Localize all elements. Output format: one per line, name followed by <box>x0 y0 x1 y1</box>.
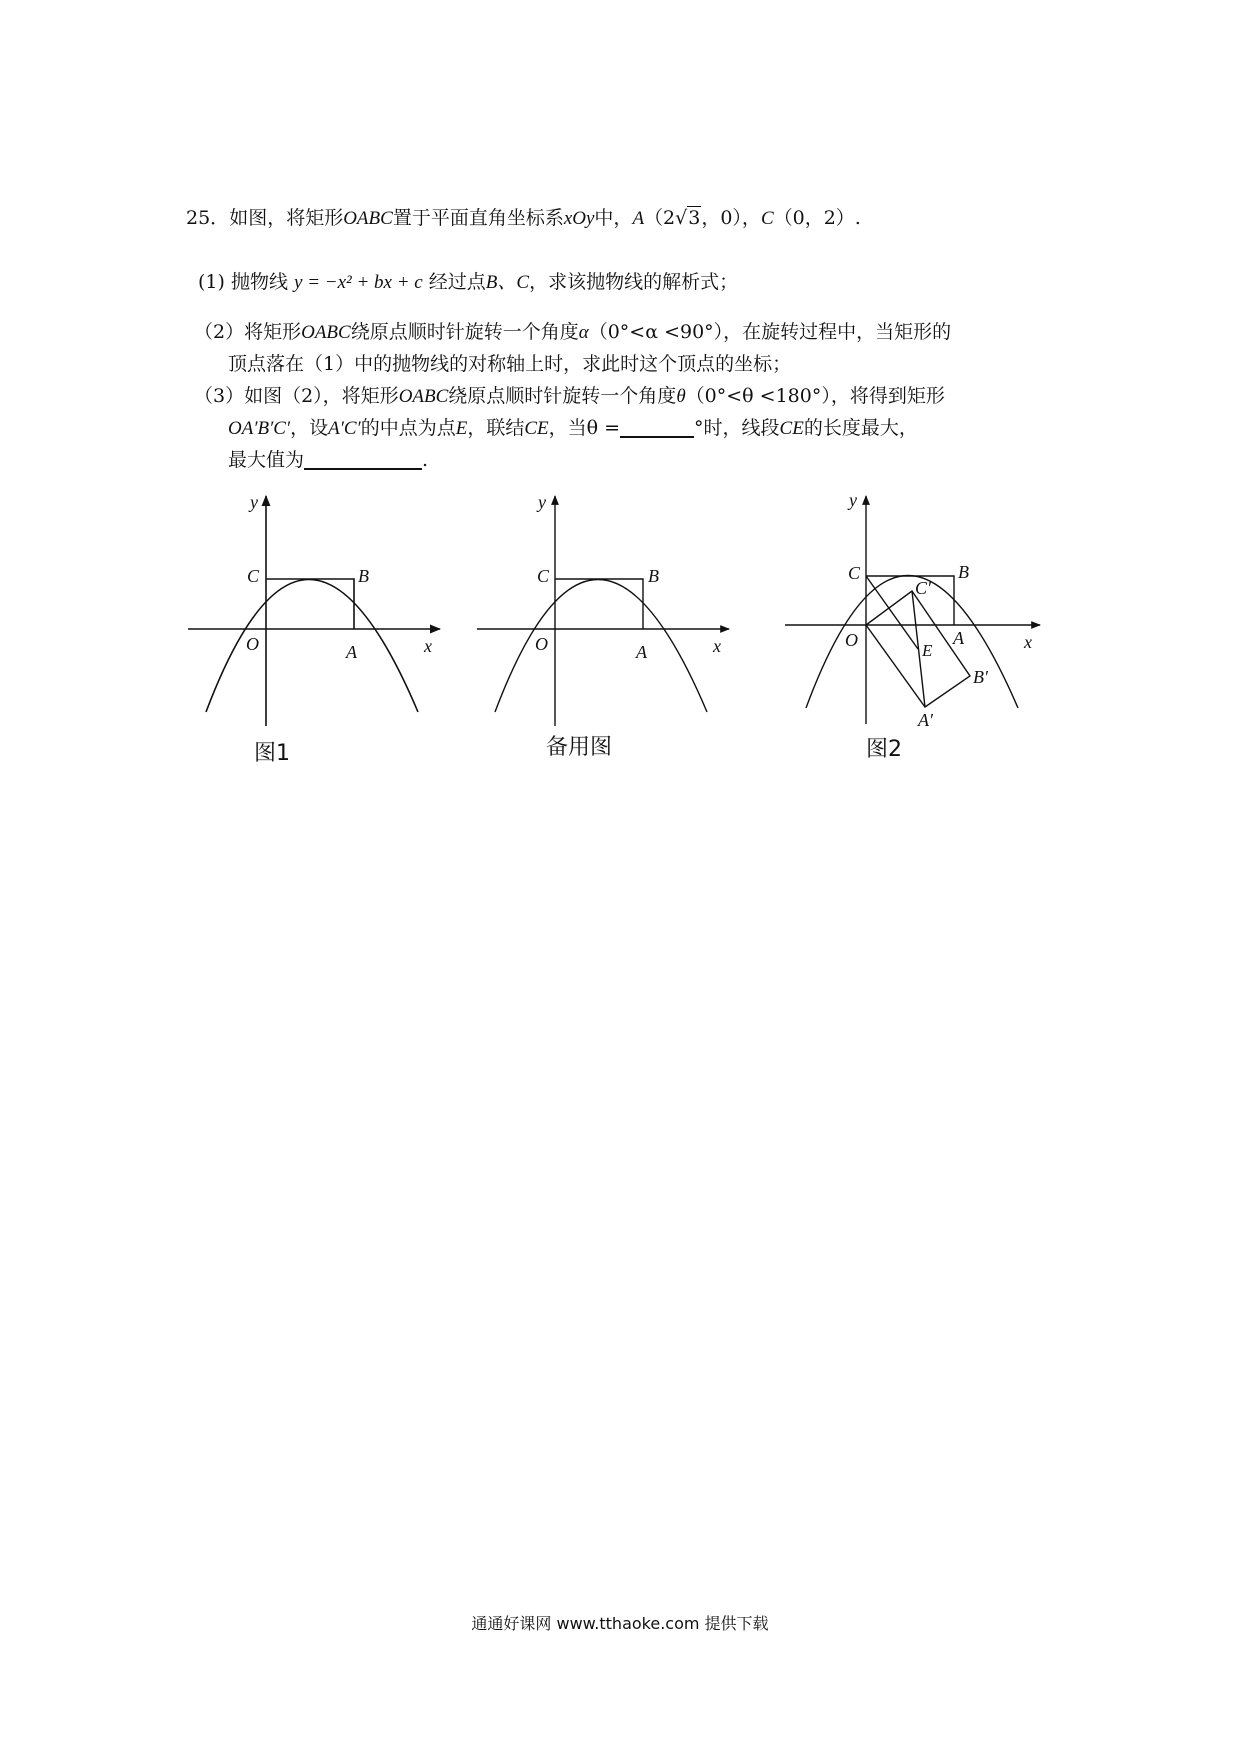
label-C: C <box>247 566 260 586</box>
part3-line-3: 最大值为 . <box>228 449 429 471</box>
rectangle-OABC <box>266 579 354 629</box>
rectangle-OABC <box>555 579 643 629</box>
part2-line-1: （2）将矩形OABC绕原点顺时针旋转一个角度α（0°<α <90°），在旋转过程中，当矩形的 <box>194 321 952 343</box>
label-A-prime: A′ <box>918 710 933 730</box>
sqrt-symbol: √3 <box>675 207 701 229</box>
label-C: C <box>537 566 550 586</box>
caption-backup-figure: 备用图 <box>546 735 613 760</box>
label-x: x <box>713 636 721 656</box>
figure-backup <box>477 492 729 726</box>
parabola <box>495 580 707 713</box>
label-B-prime: B′ <box>973 667 988 687</box>
label-A: A <box>346 642 357 662</box>
caption-figure-2: 图2 <box>866 737 902 762</box>
label-B: B <box>958 562 969 582</box>
label-O: O <box>845 630 858 650</box>
label-B: B <box>358 566 369 586</box>
label-E: E <box>922 641 933 660</box>
label-C-prime: C′ <box>915 578 931 598</box>
label-O: O <box>246 634 259 654</box>
figure-1 <box>188 492 440 726</box>
problem-number: 25． <box>186 207 230 229</box>
rectangle-OABC <box>866 576 954 625</box>
footer: 通通好课网 www.tthaoke.com 提供下载 <box>471 1614 769 1633</box>
answer-blank-max-value[interactable] <box>304 448 422 470</box>
problem-line-1: 25．如图，将矩形OABC置于平面直角坐标系xOy中，A（2√3，0），C（0，2）. <box>186 204 861 233</box>
answer-blank-angle[interactable] <box>620 416 694 438</box>
label-A: A <box>636 642 647 662</box>
label-x: x <box>1024 632 1032 652</box>
label-C: C <box>848 563 861 583</box>
label-y: y <box>538 492 546 512</box>
part2-line-2: 顶点落在（1）中的抛物线的对称轴上时，求此时这个顶点的坐标； <box>228 353 792 375</box>
part3-line-2: OA′B′C′，设A′C′的中点为点E，联结CE，当θ = °时，线段CE的长度最大， <box>228 417 918 439</box>
caption-figure-1: 图1 <box>254 741 290 766</box>
label-B: B <box>648 566 659 586</box>
label-x: x <box>424 636 432 656</box>
label-y: y <box>250 492 258 512</box>
parabola <box>206 580 418 713</box>
part1-line: (1) 抛物线 y = −x² + bx + c 经过点B、C，求该抛物线的解析式； <box>198 271 739 293</box>
segment-CE <box>866 576 918 649</box>
label-O: O <box>535 634 548 654</box>
part3-line-1: （3）如图（2），将矩形OABC绕原点顺时针旋转一个角度θ（0°<θ <180°），将得到矩形 <box>194 385 945 407</box>
label-y: y <box>849 490 857 510</box>
figures-svg <box>0 480 1240 780</box>
parabola-formula: y = −x² + bx + c <box>294 272 423 293</box>
figure-2 <box>785 490 1040 730</box>
label-A: A <box>953 628 964 648</box>
